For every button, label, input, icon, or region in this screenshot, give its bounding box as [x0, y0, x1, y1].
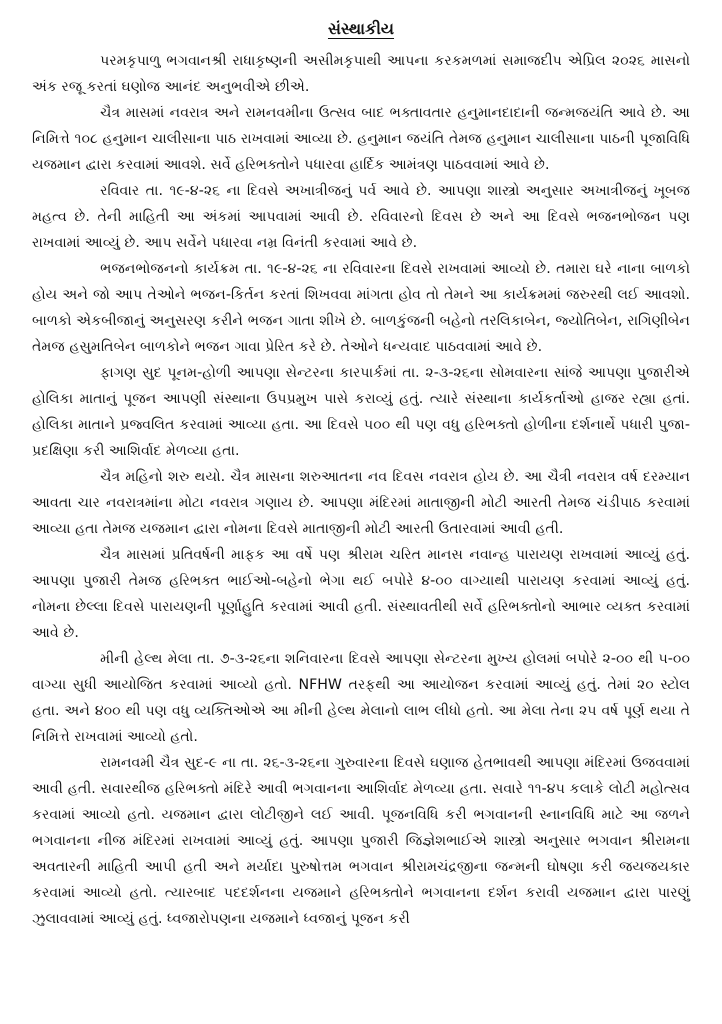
paragraph-mini-health-mela: મીની હેલ્થ મેલા તા. ૭-૩-૨૬ના શનિવારના દિવસે આપણા સેન્ટરના મુખ્ય હોલમાં બપોરે ૨-૦૦ થી ૫-૦૦ વાગ્યા સુધી આયોજિત કરવામાં આવ્યો હતો. NFHW તરફથી આ આયોજન કરવામાં આવ્યું હતું. તેમાં ૨૦ સ્ટોલ હતા. અને ૪૦૦ થી પણ વધુ વ્યક્તિઓએ આ મીની હેલ્થ મેલાનો લાભ લીધો હતો. આ મેલા તેના ૨૫ વર્ષ પૂર્ણ થયા તે નિમિત્તે રાખવામાં આવ્યો હતો.: [32, 651, 690, 745]
paragraph-bhajan-bhojan: ભજનભોજનનો કાર્યક્રમ તા. ૧૯-૪-૨૬ ના રવિવારના દિવસે રાખવામાં આવ્યો છે. તમારા ઘરે નાના બાળકો હોય અને જો આપ તેઓને ભજન-કિર્તન કરતાં શિખવવા માંગતા હોવ તો તેમને આ કાર્યક્રમમાં જરુરથી લઈ આવશો. બાળકો એકબીજાનું અનુસરણ કરીને ભજન ગાતા શીખે છે. બાળકુંજની બહેનો તરલિકાબેન, જ્યોતિબેન, રાગિણીબેન તેમજ હસુમતિબેન બાળકોને ભજન ગાવા પ્રેરિત કરે છે. તેઓને ધન્યવાદ પાઠવવામાં આવે છે.: [32, 261, 690, 355]
page-title: સંસ્થાકીય: [327, 19, 395, 38]
paragraph-ram-navami: રામનવમી ચૈત્ર સુદ-૯ ના તા. ૨૬-૩-૨૬ના ગુરુવારના દિવસે ઘણાજ હેતભાવથી આપણા મંદિરમાં ઉજવવામાં આવી હતી. સવારથીજ હરિભક્તો મંદિરે આવી ભગવાનના આશિર્વાદ મેળવ્યા હતા. સવારે ૧૧-૪૫ કલાકે લોટી મહોત્સવ કરવામાં આવ્યો હતો. યજમાન દ્વારા લોટીજીને લઈ આવી. પૂજનવિધિ કરી ભગવાનની સ્નાનવિધિ માટે આ જળને ભગવાનના નીજ મંદિરમાં રાખવામાં આવ્યું હતું. આપણા પુજારી જિજ્ઞેશભાઈએ શાસ્ત્રો અનુસાર ભગવાન શ્રીરામના અવતારની માહિતી આપી હતી અને મર્યાદા પુરુષોત્તમ ભગવાન શ્રીરામચંદ્રજીના જન્મની ઘોષણા કરી જયજયકાર કરવામાં આવ્યો હતો. ત્યારબાદ પદદર્શનના યજમાને હરિભક્તોને ભગવાનના દર્શન કરાવી યજમાન દ્વારા પારણું ઝુલાવવામાં આવ્યું હતું. ધ્વજારોપણના યજમાને ધ્વજાનું પૂજન કરી: [32, 755, 690, 927]
paragraph-holi: ફાગણ સુદ પૂનમ-હોળી આપણા સેન્ટરના કારપાર્કમાં તા. ૨-૩-૨૬ના સોમવારના સાંજે આપણા પુજારીએ હોલિકા માતાનું પૂજન આપણી સંસ્થાના ઉપપ્રમુખ પાસે કરાવ્યું હતું. ત્યારે સંસ્થાના કાર્યકર્તાઓ હાજર રહ્યા હતાં. હોલિકા માતાને પ્રજ્વલિત કરવામાં આવ્યા હતા. આ દિવસે ૫૦૦ થી પણ વધુ હરિભક્તો હોળીના દર્શનાર્થે પધારી પુજા-પ્રદક્ષિણા કરી આશિર્વાદ મેળવ્યા હતા.: [32, 365, 691, 459]
paragraph-intro: પરમકૃપાળુ ભગવાનશ્રી રાધાકૃષ્ણની અસીમકૃપાથી આપના કરકમળમાં સમાજદીપ એપ્રિલ ૨૦૨૬ માસનો અંક રજૂ કરતાં ઘણોજ આનંદ અનુભવીએ છીએ.: [32, 53, 690, 95]
paragraph-ramayan-parayan: ચૈત્ર માસમાં પ્રતિવર્ષની માફક આ વર્ષે પણ શ્રીરામ ચરિત માનસ નવાન્હ પારાયણ રાખવામાં આવ્યું હતું. આપણા પુજારી તેમજ હરિભક્ત ભાઈઓ-બહેનો ભેગા થઈ બપોરે ૪-૦૦ વાગ્યાથી પારાયણ કરવામાં આવ્યું હતું. નોમના છેલ્લા દિવસે પારાયણની પૂર્ણાહુતિ કરવામાં આવી હતી. સંસ્થાવતીથી સર્વે હરિભક્તોનો આભાર વ્યક્ત કરવામાં આવે છે.: [32, 547, 690, 641]
paragraph-chaitra-navratri: ચૈત્ર મહિનો શરુ થયો. ચૈત્ર માસના શરુઆતના નવ દિવસ નવરાત્ર હોય છે. આ ચૈત્રી નવરાત્ર વર્ષ દરમ્યાન આવતા ચાર નવરાત્રમાંના મોટા નવરાત્ર ગણાય છે. આપણા મંદિરમાં માતાજીની મોટી આરતી તેમજ ચંડીપાઠ કરવામાં આવ્યા હતા તેમજ યજમાન દ્વારા નોમના દિવસે માતાજીની મોટી આરતી ઉતારવામાં આવી હતી.: [32, 469, 690, 537]
paragraph-akhatrij: રવિવાર તા. ૧૯-૪-૨૬ ના દિવસે અખાત્રીજનું પર્વ આવે છે. આપણા શાસ્ત્રો અનુસાર અખાત્રીજનું ખૂબજ મહત્વ છે. તેની માહિતી આ અંકમાં આપવામાં આવી છે. રવિવારનો દિવસ છે અને આ દિવસે ભજનભોજન પણ રાખવામાં આવ્યું છે. આપ સર્વેને પધારવા નમ્ર વિનંતી કરવામાં આવે છે.: [32, 183, 690, 251]
paragraph-hanuman-jayanti: ચૈત્ર માસમાં નવરાત્ર અને રામનવમીના ઉત્સવ બાદ ભક્તાવતાર હનુમાનદાદાની જન્મજયંતિ આવે છે. આ નિમિત્તે ૧૦૮ હનુમાન ચાલીસાના પાઠ રાખવામાં આવ્યા છે. હનુમાન જયંતિ તેમજ હનુમાન ચાલીસાના પાઠની પૂજાવિધિ યજમાન દ્વારા કરવામાં આવશે. સર્વે હરિભક્તોને પધારવા હાર્દિક આમંત્રણ પાઠવવામાં આવે છે.: [32, 105, 690, 173]
